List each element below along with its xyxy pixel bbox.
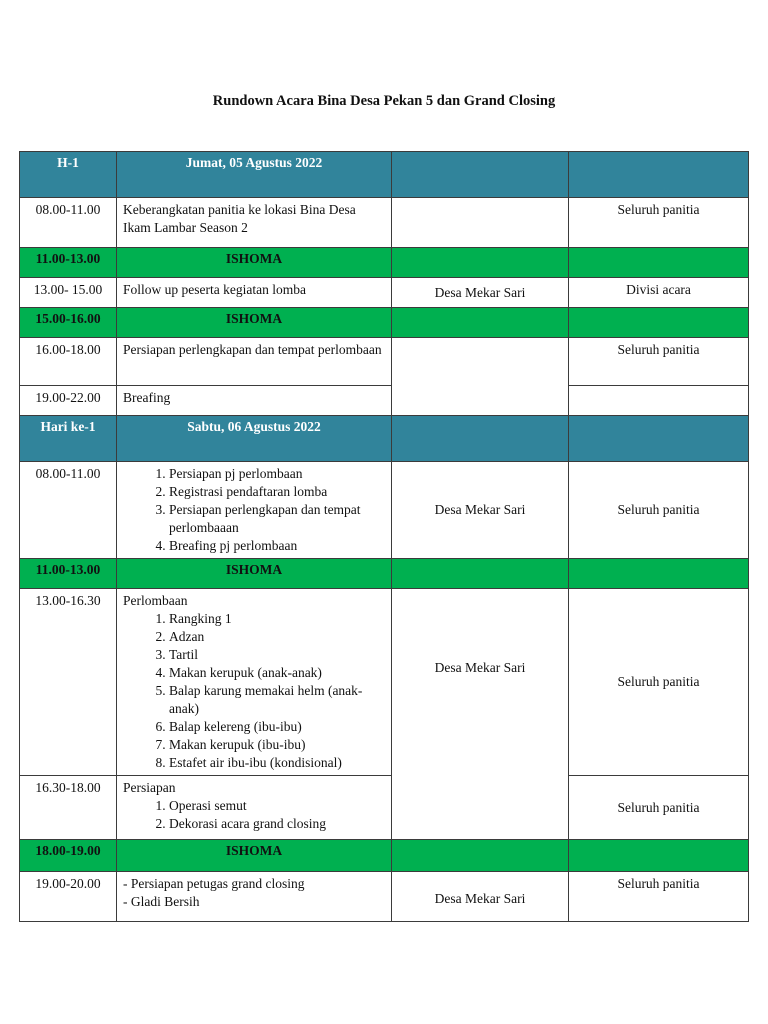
break-time: 11.00-13.00 [20, 248, 117, 278]
break-time: 11.00-13.00 [20, 559, 117, 589]
activity-list [123, 465, 385, 555]
time-cell: 16.00-18.00 [20, 338, 117, 386]
pic-cell [569, 386, 749, 416]
document-title: Rundown Acara Bina Desa Pekan 5 dan Grand Closing [212, 93, 556, 109]
list-item: 2. Dekorasi acara grand closing [169, 815, 385, 833]
break-row [20, 248, 749, 278]
list-item: 1. Rangking 1 [169, 610, 385, 628]
list-item: 4. Makan kerupuk (anak-anak) [169, 664, 385, 682]
list-item: 8. Estafet air ibu-ibu (kondisional) [169, 754, 385, 772]
activity-line: - Gladi Bersih [123, 894, 200, 909]
day-header-row [20, 152, 749, 198]
place-cell [392, 198, 569, 248]
break-label: ISHOMA [117, 248, 392, 278]
rundown-table [19, 151, 749, 922]
place-cell: Desa Mekar Sari [392, 589, 569, 840]
table-row [20, 386, 749, 416]
activity-cell: Keberangkatan panitia ke lokasi Bina Desa Ikam Lambar Season 2 [117, 198, 392, 248]
activity-list [123, 610, 385, 772]
list-item: 5. Balap karung memakai helm (anak-anak) [169, 682, 385, 718]
day-date: Jumat, 05 Agustus 2022 [117, 152, 392, 198]
list-item: 3. Tartil [169, 646, 385, 664]
break-pic-cell [569, 308, 749, 338]
time-cell: 19.00-20.00 [20, 872, 117, 922]
list-item: 2. Registrasi pendaftaran lomba [169, 483, 385, 501]
time-cell: 13.00-16.30 [20, 589, 117, 776]
activity-heading: Persiapan [123, 780, 176, 795]
break-time: 15.00-16.00 [20, 308, 117, 338]
break-place-cell [392, 308, 569, 338]
table-row [20, 278, 749, 308]
day-header-row [20, 416, 749, 462]
place-cell [392, 338, 569, 416]
pic-cell: Seluruh panitia [569, 776, 749, 840]
day-place-cell [392, 152, 569, 198]
activity-cell: Persiapan perlengkapan dan tempat perlombaan [117, 338, 392, 386]
day-date: Sabtu, 06 Agustus 2022 [117, 416, 392, 462]
break-row [20, 308, 749, 338]
time-cell: 08.00-11.00 [20, 462, 117, 559]
table-row [20, 198, 749, 248]
list-item: 7. Makan kerupuk (ibu-ibu) [169, 736, 385, 754]
activity-cell: Follow up peserta kegiatan lomba [117, 278, 392, 308]
time-cell: 08.00-11.00 [20, 198, 117, 248]
table-row [20, 462, 749, 559]
break-pic-cell [569, 559, 749, 589]
break-time: 18.00-19.00 [20, 840, 117, 872]
day-place-cell [392, 416, 569, 462]
activity-cell: Breafing [117, 386, 392, 416]
list-item: 2. Adzan [169, 628, 385, 646]
place-cell: Desa Mekar Sari [392, 872, 569, 922]
activity-cell [117, 872, 392, 922]
activity-line: - Persiapan petugas grand closing [123, 876, 305, 891]
break-label: ISHOMA [117, 308, 392, 338]
list-item: 6. Balap kelereng (ibu-ibu) [169, 718, 385, 736]
pic-cell: Seluruh panitia [569, 338, 749, 386]
list-item: 1. Operasi semut [169, 797, 385, 815]
table-row [20, 776, 749, 840]
time-cell: 13.00- 15.00 [20, 278, 117, 308]
table-row [20, 872, 749, 922]
break-place-cell [392, 559, 569, 589]
break-row [20, 559, 749, 589]
break-pic-cell [569, 840, 749, 872]
table-row [20, 589, 749, 776]
break-label: ISHOMA [117, 840, 392, 872]
break-place-cell [392, 248, 569, 278]
activity-cell [117, 776, 392, 840]
break-row [20, 840, 749, 872]
pic-cell: Seluruh panitia [569, 589, 749, 776]
time-cell: 19.00-22.00 [20, 386, 117, 416]
day-label: H-1 [20, 152, 117, 198]
place-cell: Desa Mekar Sari [392, 462, 569, 559]
place-cell: Desa Mekar Sari [392, 278, 569, 308]
break-label: ISHOMA [117, 559, 392, 589]
pic-cell: Divisi acara [569, 278, 749, 308]
pic-cell: Seluruh panitia [569, 462, 749, 559]
time-cell: 16.30-18.00 [20, 776, 117, 840]
break-pic-cell [569, 248, 749, 278]
table-row [20, 338, 749, 386]
activity-heading: Perlombaan [123, 593, 188, 608]
break-place-cell [392, 840, 569, 872]
day-pic-cell [569, 416, 749, 462]
day-label: Hari ke-1 [20, 416, 117, 462]
list-item: 4. Breafing pj perlombaan [169, 537, 385, 555]
day-pic-cell [569, 152, 749, 198]
activity-list [123, 797, 385, 833]
list-item: 1. Persiapan pj perlombaan [169, 465, 385, 483]
list-item: 3. Persiapan perlengkapan dan tempat perlombaaan [169, 501, 385, 537]
activity-cell [117, 462, 392, 559]
pic-cell: Seluruh panitia [569, 198, 749, 248]
activity-cell [117, 589, 392, 776]
pic-cell: Seluruh panitia [569, 872, 749, 922]
